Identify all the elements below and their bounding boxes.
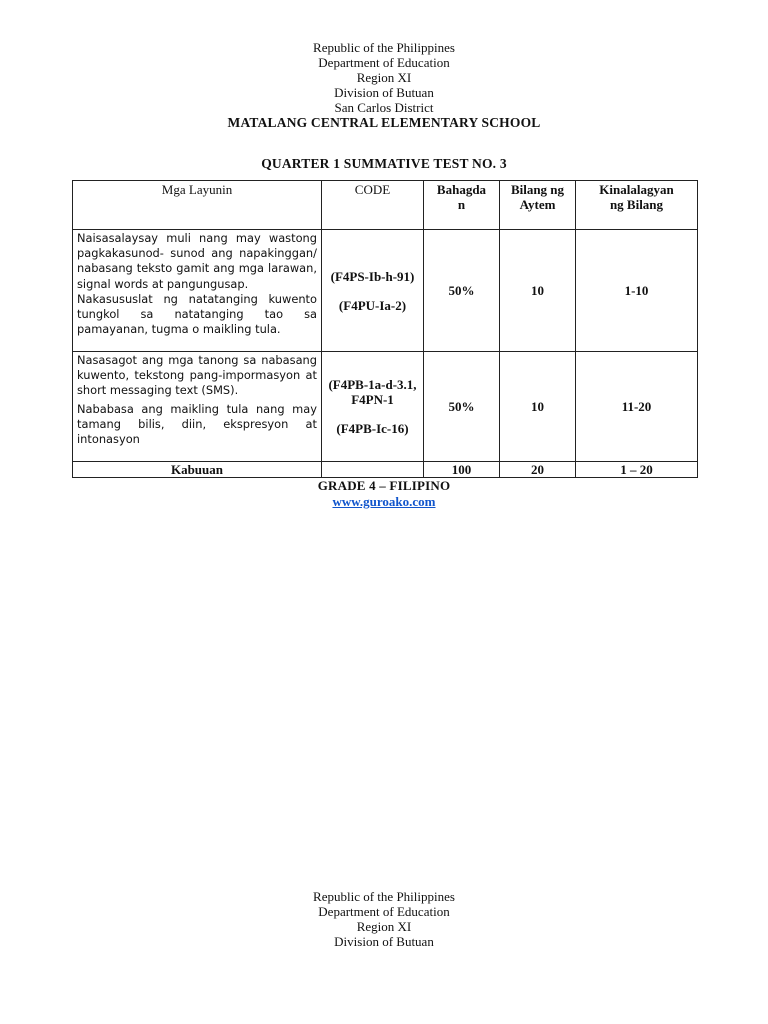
header-division: Division of Butuan	[334, 85, 434, 100]
table-row	[73, 230, 698, 352]
table-of-specifications	[72, 180, 698, 478]
header-code: CODE	[322, 181, 424, 230]
header-placement-line1: Kinalalagyan	[599, 182, 674, 197]
header-items	[500, 181, 576, 230]
header-republic: Republic of the Philippines	[313, 40, 455, 55]
code-cell	[322, 352, 424, 462]
header-items-line2: Aytem	[519, 197, 556, 212]
placement-cell: 11-20	[576, 352, 698, 462]
header-school-name: MATALANG CENTRAL ELEMENTARY SCHOOL	[227, 115, 541, 130]
header-placement-line2: ng Bilang	[609, 197, 664, 212]
header-percent-line1: Bahagda	[436, 182, 487, 197]
test-title: QUARTER 1 SUMMATIVE TEST NO. 3	[261, 156, 507, 171]
competency-code: (F4PB-1a-d-3.1, F4PN-1	[328, 377, 417, 407]
objective-text: Nasasagot ang mga tanong sa nabasang kuwento, tekstong pang-impormasyon at short messaging text (SMS).	[77, 353, 317, 398]
footer-republic: Republic of the Philippines	[313, 889, 455, 904]
header-district: San Carlos District	[334, 100, 434, 115]
objective-text: Naisasalaysay muli nang may wastong pagkakasunod- sunod ang napakinggan/ nabasang teksto gamit ang mga larawan, signal words at pangungusap.	[77, 231, 317, 291]
placement-cell: 1-10	[576, 230, 698, 352]
items-cell: 10	[500, 230, 576, 352]
footer-region: Region XI	[356, 919, 412, 934]
grade-subject-line: GRADE 4 – FILIPINO	[317, 478, 451, 493]
code-cell	[322, 230, 424, 352]
footer-division: Division of Butuan	[334, 934, 434, 949]
table-header-row	[73, 181, 698, 230]
total-label: Kabuuan	[73, 462, 322, 478]
site-link-container	[0, 494, 768, 510]
table-row	[73, 352, 698, 462]
objective-text: Nakasususlat ng natatanging kuwento tungkol sa natatanging tao sa pamayanan, tugma o maikling tula.	[77, 291, 317, 337]
header-region: Region XI	[356, 70, 412, 85]
header-objectives: Mga Layunin	[73, 181, 322, 230]
objective-text: Nababasa ang maikling tula nang may tamang bilis, diin, ekspresyon at intonasyon	[77, 401, 317, 447]
total-percent: 100	[424, 462, 500, 478]
competency-code: (F4PU-Ia-2)	[338, 297, 407, 313]
header-items-line1: Bilang ng	[510, 182, 565, 197]
document-footer-header	[0, 889, 768, 949]
percent-cell: 50%	[424, 352, 500, 462]
competency-code: (F4PS-Ib-h-91)	[330, 268, 415, 284]
total-items: 20	[500, 462, 576, 478]
document-header	[0, 40, 768, 130]
objective-cell	[73, 230, 322, 352]
table-total-row	[73, 462, 698, 478]
header-percent-line2: n	[457, 197, 466, 212]
total-code	[322, 462, 424, 478]
header-placement	[576, 181, 698, 230]
header-percent	[424, 181, 500, 230]
total-placement: 1 – 20	[576, 462, 698, 478]
objective-cell	[73, 352, 322, 462]
items-cell: 10	[500, 352, 576, 462]
footer-department: Department of Education	[318, 904, 450, 919]
percent-cell: 50%	[424, 230, 500, 352]
header-department: Department of Education	[318, 55, 450, 70]
website-link[interactable]: www.guroako.com	[332, 494, 436, 509]
competency-code: (F4PB-Ic-16)	[336, 421, 409, 436]
